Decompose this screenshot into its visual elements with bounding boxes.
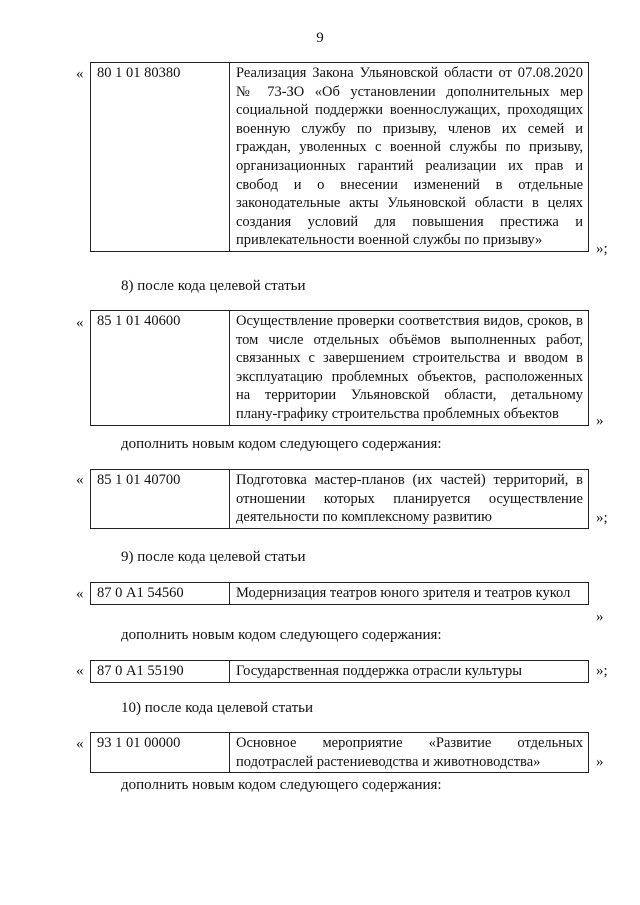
open-quote: « xyxy=(76,586,84,602)
target-code: 87 0 А1 55190 xyxy=(91,661,230,683)
target-code: 80 1 01 80380 xyxy=(91,63,230,252)
close-quote: »; xyxy=(596,241,608,257)
open-quote: « xyxy=(76,736,84,752)
target-description: Государственная поддержка отрасли культуры xyxy=(230,661,589,683)
instruction-text: дополнить новым кодом следующего содержания: xyxy=(121,436,442,452)
close-quote: » xyxy=(596,609,604,625)
section-heading-10: 10) после кода целевой статьи xyxy=(121,700,314,716)
open-quote: « xyxy=(76,66,84,82)
code-table xyxy=(90,310,589,426)
target-description: Основное мероприятие «Развитие отдельных подотраслей растениеводства и животноводства» xyxy=(230,733,589,773)
code-table xyxy=(90,62,589,252)
target-description: Реализация Закона Ульяновской области от 07.08.2020 № 73-ЗО «Об установлении дополнительных мер социальной поддержки военнослужащих, проходящих военную службу по призыву, членов их семей и граждан, уволенных с военной службы по призыву, организационных гарантий реализации их прав и свобод и о внесении изменений в отдельные законодательные акты Ульяновской области в целях создания условий для повышения престижа и привлекательности военной службы по призыву» xyxy=(230,63,589,252)
code-table xyxy=(90,660,589,683)
target-code: 87 0 А1 54560 xyxy=(91,583,230,605)
page-number: 9 xyxy=(316,30,324,46)
close-quote: » xyxy=(596,413,604,429)
close-quote: » xyxy=(596,754,604,770)
open-quote: « xyxy=(76,663,84,679)
target-code: 93 1 01 00000 xyxy=(91,733,230,773)
open-quote: « xyxy=(76,472,84,488)
code-table xyxy=(90,582,589,605)
target-description: Осуществление проверки соответствия видов, сроков, в том числе отдельных объёмов выполненных работ, связанных с завершением строительства и вводом в эксплуатацию проблемных объектов, расположенных на территории Ульяновской области, детальному плану-графику строительства проблемных объектов xyxy=(230,311,589,426)
target-code: 85 1 01 40600 xyxy=(91,311,230,426)
close-quote: »; xyxy=(596,510,608,526)
code-table xyxy=(90,469,589,529)
section-heading-9: 9) после кода целевой статьи xyxy=(121,549,306,565)
target-code: 85 1 01 40700 xyxy=(91,470,230,529)
instruction-text: дополнить новым кодом следующего содержания: xyxy=(121,627,442,643)
target-description: Модернизация театров юного зрителя и театров кукол xyxy=(230,583,589,605)
open-quote: « xyxy=(76,315,84,331)
close-quote: »; xyxy=(596,663,608,679)
target-description: Подготовка мастер-планов (их частей) территорий, в отношении которых планируется осуществление деятельности по комплексному развитию xyxy=(230,470,589,529)
code-table xyxy=(90,732,589,773)
section-heading-8: 8) после кода целевой статьи xyxy=(121,278,306,294)
instruction-text: дополнить новым кодом следующего содержания: xyxy=(121,777,442,793)
